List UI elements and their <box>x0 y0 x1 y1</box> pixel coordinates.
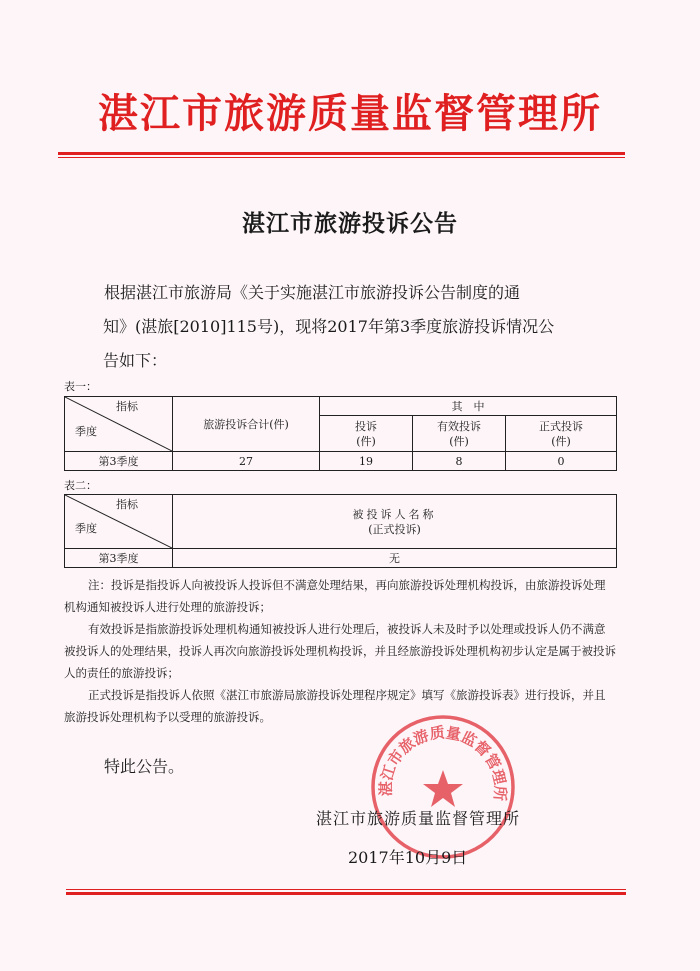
table1-corner-top: 指标 <box>116 400 138 413</box>
notes <box>64 574 616 728</box>
table2-caption: 表二： <box>64 479 97 492</box>
table2 <box>64 494 617 568</box>
table1-complaints: 19 <box>320 452 413 471</box>
table1-header-formal <box>506 416 617 452</box>
table1-header-formal-l1: 正式投诉 <box>539 419 583 433</box>
svg-text:湛江市旅游质量监督管理所: 湛江市旅游质量监督管理所 <box>376 723 510 802</box>
intro-paragraph <box>104 276 608 378</box>
notice-title: 湛江市旅游投诉公告 <box>242 211 458 237</box>
closing-text: 特此公告。 <box>104 757 185 776</box>
org-header: 湛江市旅游质量监督管理所 <box>98 91 602 137</box>
official-seal <box>368 712 518 862</box>
table2-header-l1: 被投诉人名称 <box>352 507 437 521</box>
table1-formal: 0 <box>506 452 617 471</box>
header-rule <box>58 152 625 158</box>
footer-rule-thick <box>66 892 626 895</box>
table1-valid: 8 <box>413 452 506 471</box>
table1-header-formal-l2: (件) <box>551 434 571 448</box>
header-rule-thick <box>58 152 625 155</box>
table2-corner-top: 指标 <box>116 498 138 511</box>
table2-header-l2: (正式投诉) <box>368 522 421 536</box>
footer-rule <box>66 889 626 895</box>
table2-corner-cell <box>65 495 173 549</box>
table2-value: 无 <box>173 549 617 568</box>
table1-corner-bottom: 季度 <box>75 425 97 438</box>
table1-header-complaints <box>320 416 413 452</box>
intro-line-3: 告如下： <box>103 351 168 370</box>
footer-rule-thin <box>66 889 626 890</box>
signature-org: 湛江市旅游质量监督管理所 <box>316 809 521 828</box>
table1-header-valid-l1: 有效投诉 <box>437 419 481 433</box>
table2-header <box>173 495 617 549</box>
table1-total: 27 <box>173 452 320 471</box>
table2-row-label: 第3季度 <box>65 549 173 568</box>
table1-row-label: 第3季度 <box>65 452 173 471</box>
table1-header-total: 旅游投诉合计(件) <box>173 397 320 452</box>
table1-corner-cell <box>65 397 173 452</box>
table1-header-valid-l2: (件) <box>449 434 469 448</box>
intro-line-2: 知》(湛旅[2010]115号)，现将2017年第3季度旅游投诉情况公 <box>103 317 555 336</box>
table-row <box>65 549 617 568</box>
header-rule-thin <box>58 157 625 158</box>
note-3: 正式投诉是指投诉人依照《湛江市旅游局旅游投诉处理程序规定》填写《旅游投诉表》进行投诉，并且旅游投诉处理机构予以受理的旅游投诉。 <box>64 688 606 724</box>
table1 <box>64 396 617 471</box>
signature-date: 2017年10月9日 <box>348 848 468 867</box>
note-2: 有效投诉是指旅游投诉处理机构通知被投诉人进行处理后，被投诉人未及时予以处理或投诉人仍不满意被投诉人的处理结果，投诉人再次向旅游投诉处理机构投诉，并且经旅游投诉处理机构初步认定是属于被投诉人的责任的旅游投诉； <box>64 622 616 680</box>
note-1: 注：投诉是指投诉人向被投诉人投诉但不满意处理结果，再向旅游投诉处理机构投诉，由旅游投诉处理机构通知被投诉人进行处理的旅游投诉； <box>64 578 606 614</box>
table2-corner-bottom: 季度 <box>75 522 97 535</box>
table1-header-complaints-l1: 投诉 <box>355 419 377 433</box>
table1-caption: 表一： <box>64 380 97 393</box>
intro-line-1: 根据湛江市旅游局《关于实施湛江市旅游投诉公告制度的通 <box>104 283 521 302</box>
table-row <box>65 452 617 471</box>
table1-header-valid <box>413 416 506 452</box>
table1-header-group: 其 中 <box>320 397 617 416</box>
table1-header-complaints-l2: (件) <box>356 434 376 448</box>
